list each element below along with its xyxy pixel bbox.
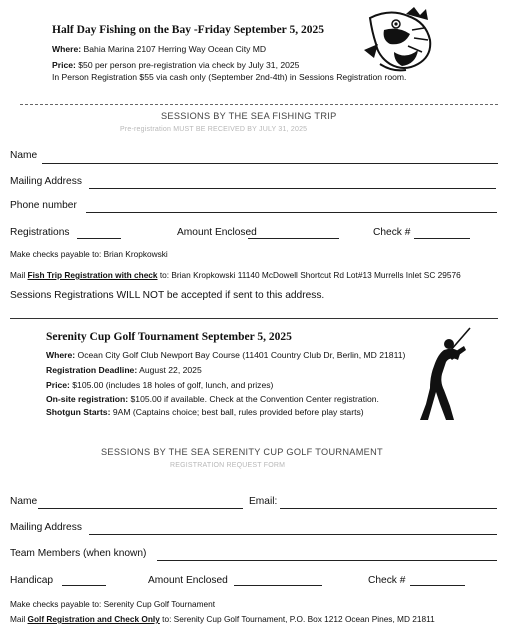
fishing-mailing-label: Mailing Address xyxy=(10,176,82,187)
golf-section-subheader: REGISTRATION REQUEST FORM xyxy=(170,462,286,469)
golf-price: Price: $105.00 (includes 18 holes of golf, lunch, and prizes) xyxy=(46,380,274,390)
section-divider xyxy=(10,318,498,319)
golf-check-field[interactable] xyxy=(410,585,465,586)
fishing-name-label: Name xyxy=(10,150,38,161)
golf-onsite: On-site registration: $105.00 if available. Check at the Convention Center registration. xyxy=(46,394,379,404)
fishing-phone-label: Phone number xyxy=(10,200,77,211)
fishing-phone-field[interactable] xyxy=(86,212,497,213)
fish-logo-icon xyxy=(360,6,438,76)
golf-mailing-field[interactable] xyxy=(89,534,497,535)
golf-team-label: Team Members (when known) xyxy=(10,548,147,559)
fishing-amount-label: Amount Enclosed xyxy=(177,227,257,238)
fishing-divider xyxy=(20,104,498,105)
golf-deadline: Registration Deadline: August 22, 2025 xyxy=(46,365,202,375)
fishing-check-label: Check # xyxy=(373,227,411,238)
fishing-section-subheader: Pre-registration MUST BE RECEIVED BY JULY 31, 2025 xyxy=(120,126,308,133)
golf-mail-instructions: Mail Golf Registration and Check Only to: Serenity Cup Golf Tournament, P.O. Box 1212 Ocean Pines, MD 21811 xyxy=(10,614,435,624)
fishing-mail-instructions: Mail Fish Trip Registration with check to: Brian Kropkowski 11140 McDowell Shortcut Rd Lot#13 Murrells Inlet SC 29576 xyxy=(10,270,461,280)
golf-mailing-label: Mailing Address xyxy=(10,522,82,533)
fishing-registrations-field[interactable] xyxy=(77,238,121,239)
fishing-registrations-label: Registrations xyxy=(10,227,70,238)
fishing-title: Half Day Fishing on the Bay -Friday September 5, 2025 xyxy=(52,24,324,36)
golf-where: Where: Ocean City Golf Club Newport Bay Course (11401 Country Club Dr, Berlin, MD 21811) xyxy=(46,350,406,360)
fishing-where: Where: Bahia Marina 2107 Herring Way Ocean City MD xyxy=(52,44,267,54)
fishing-price: Price: $50 per person pre-registration via check by July 31, 2025 xyxy=(52,60,300,70)
golf-amount-label: Amount Enclosed xyxy=(148,575,228,586)
fishing-mailing-field[interactable] xyxy=(89,188,496,189)
golf-amount-field[interactable] xyxy=(234,585,322,586)
golf-title: Serenity Cup Golf Tournament September 5, 2025 xyxy=(46,331,292,343)
fishing-payable: Make checks payable to: Brian Kropkowski xyxy=(10,249,168,259)
golf-name-label: Name xyxy=(10,496,38,507)
golf-handicap-label: Handicap xyxy=(10,575,54,586)
fishing-amount-field[interactable] xyxy=(248,238,339,239)
golf-handicap-field[interactable] xyxy=(62,585,106,586)
golf-team-field[interactable] xyxy=(157,560,497,561)
golfer-silhouette-icon xyxy=(420,326,492,422)
fishing-section-header: SESSIONS BY THE SEA FISHING TRIP xyxy=(161,111,337,121)
golf-payable: Make checks payable to: Serenity Cup Golf Tournament xyxy=(10,599,216,609)
fishing-warning: Sessions Registrations WILL NOT be accepted if sent to this address. xyxy=(10,290,325,301)
golf-shotgun: Shotgun Starts: 9AM (Captains choice; best ball, rules provided before play starts) xyxy=(46,407,364,417)
golf-email-label: Email: xyxy=(249,496,278,507)
golf-email-field[interactable] xyxy=(280,508,497,509)
golf-check-label: Check # xyxy=(368,575,406,586)
fishing-check-field[interactable] xyxy=(414,238,470,239)
golf-name-field[interactable] xyxy=(38,508,243,509)
fishing-in-person: In Person Registration $55 via cash only (September 2nd-4th) in Sessions Registration room. xyxy=(52,72,407,82)
fishing-name-field[interactable] xyxy=(42,163,498,164)
golf-section-header: SESSIONS BY THE SEA SERENITY CUP GOLF TOURNAMENT xyxy=(101,447,383,457)
